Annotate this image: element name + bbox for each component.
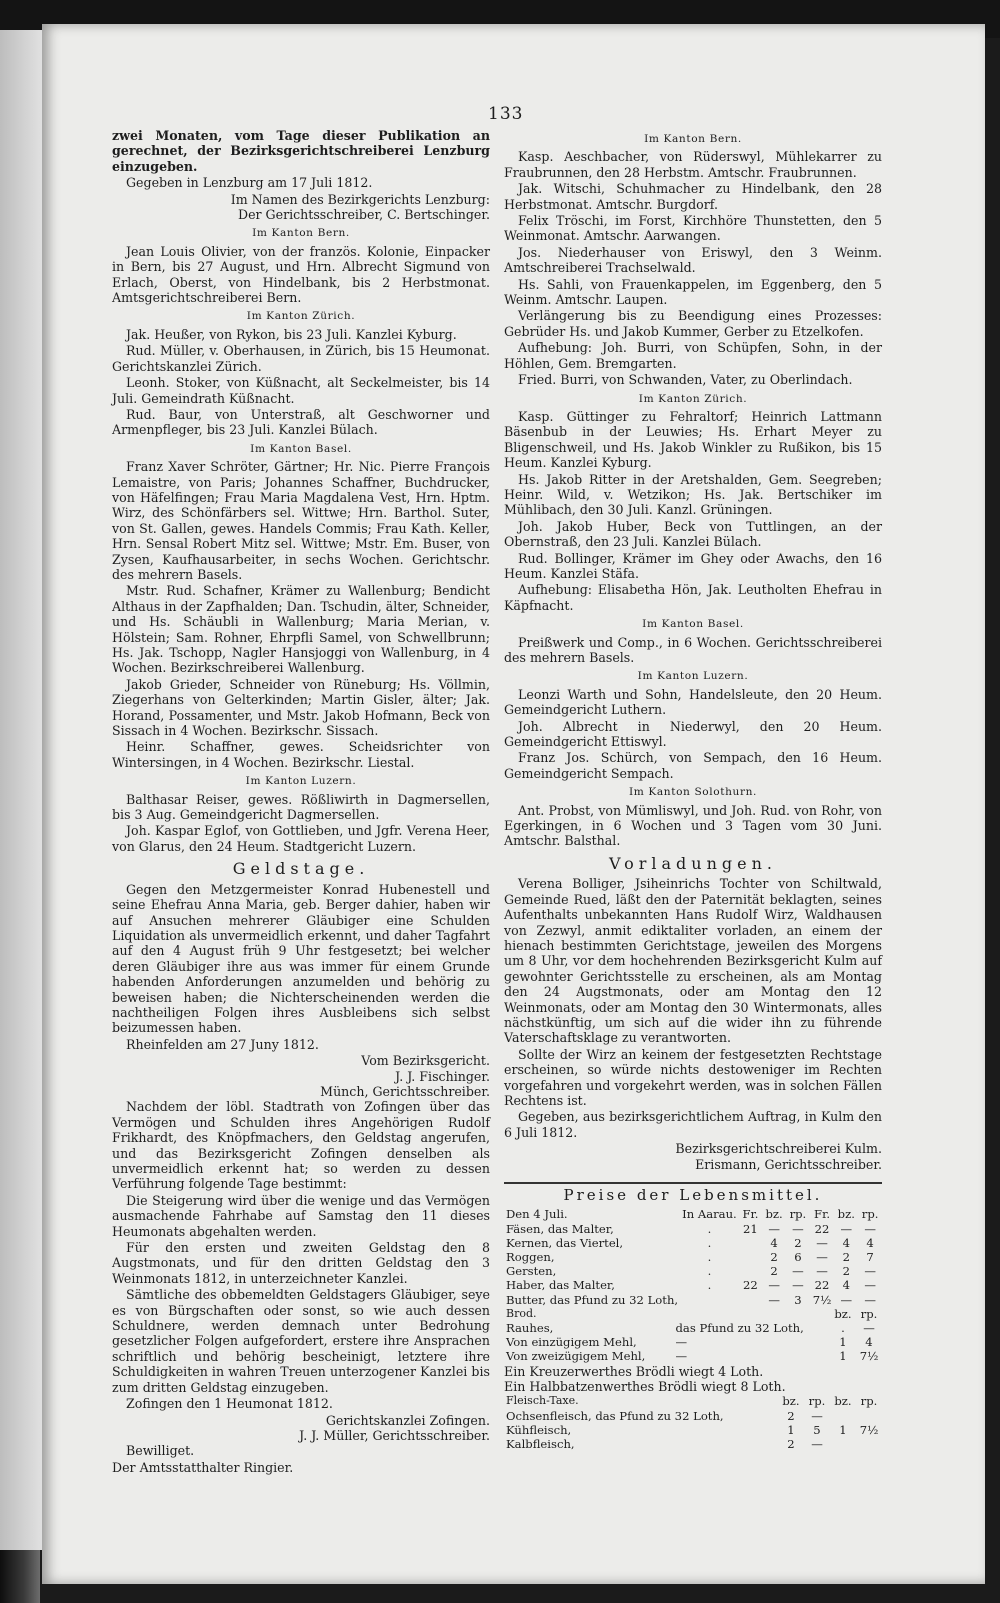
table-cell: 2	[794, 1235, 802, 1250]
signature-line: Im Namen des Bezirkgerichts Lenzburg:	[230, 191, 490, 207]
table-cell: Von zweizügigem Mehl,	[506, 1349, 646, 1364]
left-column	[112, 128, 490, 1476]
table-cell: —	[811, 1437, 823, 1452]
entry: Rud. Baur, von Unterstraß, alt Geschworner und Armenpfleger, bis 23 Juli. Kanzlei Bülach.	[112, 406, 490, 438]
table-cell: —	[768, 1292, 780, 1307]
table-cell: —	[864, 1278, 876, 1293]
entry: Franz Jos. Schürch, von Sempach, den 16 Heum. Gemeindgericht Sempach.	[504, 750, 882, 781]
table-cell: Kalbfleisch,	[506, 1437, 575, 1452]
table-cell: Haber, das Malter,	[506, 1278, 615, 1293]
table-cell: —	[768, 1278, 780, 1293]
entry: Jos. Niederhauser von Eriswyl, den 3 Weinm. Amtschreiberei Trachselwald.	[504, 244, 882, 276]
table-cell	[739, 1236, 762, 1250]
table-cell: Kühfleisch,	[506, 1422, 572, 1437]
table-cell: Butter, das Pfund zu 32 Loth,	[506, 1292, 679, 1307]
table-cell: 7½	[859, 1422, 879, 1437]
entry: Mstr. Rud. Schafner, Krämer zu Wallenburg; Bendicht Althaus in der Zapfhalden; Dan. Tschudin, älter, Schneider, und Hs. Schäubli in Wallenburg; Maria Merian, v. Hölstein; Sam. Rohner, Ehrpfli Samel, von Schwellbrunn; Hs. Jak. Tschopp, Nagler Hansjoggi von Wallenburg, in 4 Wochen. Bezirkschreiberei Wallenburg.	[112, 583, 490, 676]
table-cell: .	[841, 1321, 845, 1336]
table-cell: 4	[866, 1235, 874, 1250]
table-cell: 2	[770, 1250, 778, 1265]
entry: Preißwerk und Comp., in 6 Wochen. Gerichtsschreiberei des mehrern Basels.	[504, 634, 882, 665]
table-row	[504, 1236, 882, 1250]
entry: Leonh. Stoker, von Küßnacht, alt Seckelmeister, bis 14 Juli. Gemeindrath Küßnacht.	[112, 375, 490, 406]
table-row	[504, 1222, 882, 1236]
section-header-basel: Im Kanton Basel.	[642, 618, 744, 631]
entry: Aufhebung: Joh. Burri, von Schüpfen, Sohn, in der Höhlen, Gem. Bremgarten.	[504, 340, 882, 371]
table-header: Fleisch-Taxe.	[506, 1394, 579, 1408]
table-cell: 5	[813, 1422, 821, 1437]
table-header: bz.	[834, 1394, 852, 1409]
approval: Bewilliget.	[126, 1443, 195, 1459]
entry: Jak. Witschi, Schuhmacher zu Hindelbank, den 28 Herbstmonat. Amtschr. Burgdorf.	[504, 181, 882, 212]
table-cell: —	[816, 1235, 828, 1250]
table-cell: —	[811, 1408, 823, 1423]
entry: Rud. Müller, v. Oberhausen, in Zürich, bis 15 Heumonat. Gerichtskanzlei Zürich.	[112, 343, 490, 374]
table-cell: —	[864, 1264, 876, 1279]
signature-line: Gerichtskanzlei Zofingen.	[325, 1412, 490, 1428]
table-cell: 22	[743, 1278, 758, 1293]
entry: Kasp. Güttinger zu Fehraltorf; Heinrich Lattmann Bäsenbub in der Leuwies; Hs. Erhart Meyer zu Bligenschweil, und Hs. Jakob Winkler zu Rußikon, bis 15 Heum. Kanzlei Kyburg.	[504, 408, 882, 471]
entry: Rud. Bollinger, Krämer im Ghey oder Awachs, den 16 Heum. Kanzlei Stäfa.	[504, 550, 882, 581]
table-cell: 4	[842, 1278, 850, 1293]
prices-title: Preise der Lebensmittel.	[563, 1186, 823, 1204]
geldstage-title: Geldstage.	[232, 859, 370, 879]
table-header: Fr.	[814, 1207, 831, 1222]
table-header: Brod.	[506, 1306, 537, 1320]
entry: Jakob Grieder, Schneider von Rüneburg; Hs. Völlmin, Ziegerhans von Gelterkinden; Martin Gisler, älter; Jak. Horand, Possamenter, und Mstr. Jakob Hofmann, Beck von Sissach in 4 Wochen. Bezirkschr. Sissach.	[112, 676, 490, 739]
given-line: Gegeben in Lenzburg am 17 Juli 1812.	[126, 175, 373, 191]
notice-place: Gegeben, aus bezirksgerichtlichem Auftrag, in Kulm den 6 Juli 1812.	[504, 1109, 882, 1140]
table-row	[504, 1409, 882, 1423]
notice-text: Nachdem der löbl. Stadtrath von Zofingen über das Vermögen und Schulden ihres Angehörigen Rudolf Frikhardt, des Knöpfmachers, den Geldstag angerufen, und das Bezirksgericht Zofingen denselben als unvermeidlich erkennt hat; so werden zu dessen Verführung folgende Tage bestimmt:	[112, 1099, 490, 1192]
table-cell	[830, 1409, 856, 1423]
table-header: rp.	[808, 1394, 826, 1409]
table-cell: .	[707, 1250, 712, 1265]
table-cell: 21	[743, 1221, 758, 1236]
table-row	[504, 1250, 882, 1264]
entry: Joh. Albrecht in Niederwyl, den 20 Heum. Gemeindgericht Ettiswyl.	[504, 718, 882, 750]
price-table	[504, 1207, 882, 1306]
entry: Ant. Probst, von Mümliswyl, und Joh. Rud. von Rohr, von Egerkingen, in 6 Wochen und 3 Tagen vom 30 Juni. Amtschr. Balsthal.	[504, 802, 882, 849]
table-cell: Roggen,	[506, 1250, 555, 1265]
table-row	[504, 1335, 882, 1349]
notice-text: Sämtliche des obbemeldten Geldstagers Gläubiger, seye es von Bürgschaften oder sonst, so wie auch dessen Schuldnere, werden demnach unter Bedrohung gesetzlicher Folgen aufgefordert, erstere ihre Ansprachen schriftlich und behörig bescheinigt, letztere ihre Schuldigkeiten in wahren Treuen unterzogener Kanzlei bis zum dritten Geldstag einzugeben.	[112, 1287, 490, 1395]
table-cell: 7	[866, 1250, 874, 1265]
entry: Fried. Burri, von Schwanden, Vater, zu Oberlindach.	[518, 372, 853, 388]
signature-line: Bezirksgerichtschreiberei Kulm.	[675, 1141, 882, 1157]
section-header-bern: Im Kanton Bern.	[644, 133, 742, 145]
table-header: bz.	[834, 1306, 852, 1321]
table-row	[504, 1278, 882, 1292]
table-cell: —	[792, 1221, 804, 1236]
table-row	[504, 1321, 882, 1335]
entry: Joh. Kaspar Eglof, von Gottlieben, und Jgfr. Verena Heer, von Glarus, den 24 Heum. Stadtgericht Luzern.	[112, 823, 490, 854]
notice-text: Die Steigerung wird über die wenige und das Vermögen ausmachende Fahrhabe auf Samstag den 11 dieses Heumonats abgehalten werden.	[112, 1192, 490, 1239]
table-cell: —	[792, 1264, 804, 1279]
entry: Balthasar Reiser, gewes. Rößliwirth in Dagmersellen, bis 3 Aug. Gemeindgericht Dagmersellen.	[112, 791, 490, 823]
table-cell	[830, 1437, 856, 1451]
table-cell: —	[792, 1278, 804, 1293]
table-cell: 4	[842, 1235, 850, 1250]
section-header-zurich: Im Kanton Zürich.	[246, 310, 356, 323]
notice-text: Sollte der Wirz an keinem der festgesetzten Rechtstage erscheinen, so würde nichts destoweniger im Rechten vorgefahren und vorgekehrt werden, was in solchen Fällen Rechtens ist.	[504, 1046, 882, 1108]
table-cell: 4	[865, 1335, 873, 1350]
table-header-row	[504, 1307, 882, 1321]
entry: Hs. Sahli, von Frauenkappelen, im Eggenberg, den 5 Weinm. Amtschr. Laupen.	[504, 276, 882, 308]
table-cell: Fäsen, das Malter,	[506, 1221, 614, 1236]
entry: Kasp. Aeschbacher, von Rüderswyl, Mühlekarrer zu Fraubrunnen, den 28 Herbstm. Amtschr. Fraubrunnen.	[504, 149, 882, 180]
notice-text: Verena Bolliger, Jsiheinrichs Tochter von Schiltwald, Gemeinde Rued, läßt den der Paternität beklagten, seines Aufenthalts unbekannten Hans Rudolf Wirz, Waldhausen von Zezwyl, anmit ediktaliter vorladen, an einem der hienach bestimmten Gerichtstage, jeweilen des Morgens um 8 Uhr, vor dem hochehrenden Bezirksgericht Kulm auf gewohnter Gerichtsstelle zu erscheinen, als am Montag den 24 Augstmonats, oder am Montag den 12 Weinmonats, oder am Montag den 30 Wintermonats, alles nächstkünftig, um sich auf die wider ihn zu führende Vaterschaftsklage zu verantworten.	[504, 876, 882, 1046]
entry: Jean Louis Olivier, von der französ. Kolonie, Einpacker in Bern, bis 27 August, und Hrn. Albrecht Sigmund von Erlach, Oberst, von Hindelbank, bis 2 Herbstmonat. Amtsgerichtschreiberei Bern.	[112, 243, 490, 306]
table-cell: das Pfund zu 32 Loth,	[675, 1321, 804, 1336]
section-header-luzern: Im Kanton Luzern.	[637, 670, 749, 683]
entry: Leonzi Warth und Sohn, Handelsleute, den 20 Heum. Gemeindgericht Luthern.	[504, 686, 882, 718]
table-row	[504, 1423, 882, 1437]
table-cell	[739, 1264, 762, 1278]
meat-table	[504, 1394, 882, 1451]
entry: Verlängerung bis zu Beendigung eines Prozesses: Gebrüder Hs. und Jakob Kummer, Gerber zu Etzelkofen.	[504, 308, 882, 339]
entry: Heinr. Schaffner, gewes. Scheidsrichter von Wintersingen, in 4 Wochen. Bezirkschr. Liestal.	[112, 739, 490, 770]
notice-place: Rheinfelden am 27 Juny 1812.	[126, 1036, 319, 1052]
entry: Joh. Jakob Huber, Beck von Tuttlingen, an der Obernstraß, den 23 Juli. Kanzlei Bülach.	[504, 518, 882, 550]
approval-by: Der Amtsstatthalter Ringier.	[112, 1459, 294, 1475]
table-cell: —	[675, 1335, 688, 1350]
table-cell: 3	[794, 1292, 802, 1307]
table-row	[504, 1264, 882, 1278]
table-cell: Gersten,	[506, 1264, 557, 1279]
bread-table	[504, 1307, 882, 1364]
section-header-bern: Im Kanton Bern.	[252, 227, 350, 240]
table-header: rp.	[860, 1394, 878, 1409]
entry: Franz Xaver Schröter, Gärtner; Hr. Nic. Pierre François Lemaistre, von Paris; Johannes Schaffner, Buchdrucker, von Häfelfingen; Frau Maria Magdalena Vest, Hrn. Hptm. Wirz, des Schönfärbers sel. Wittwe; Hrn. Barthol. Suter, von St. Gallen, gewes. Handels Commis; Frau Kath. Keller, Hrn. Sensal Robert Mitz sel. Wittwe; Mstr. Em. Buser, von Zysen, Kaufhausarbeiter, in sechs Wochen. Gerichtschr. des mehrern Basels.	[112, 459, 490, 582]
table-cell: Von einzügigem Mehl,	[506, 1335, 637, 1350]
table-cell: 7½	[812, 1292, 832, 1307]
table-cell: 1	[787, 1422, 795, 1437]
table-header: bz.	[782, 1394, 800, 1409]
section-header-basel: Im Kanton Basel.	[250, 442, 352, 455]
bread-note: Ein Kreuzerwerthes Brödli wiegt 4 Loth.	[504, 1363, 764, 1379]
table-cell: —	[675, 1349, 688, 1364]
table-header: bz.	[765, 1207, 783, 1222]
table-cell: 2	[787, 1408, 795, 1423]
entry: Hs. Jakob Ritter in der Aretshalden, Gem. Seegreben; Heinr. Wild, v. Wetzikon; Hs. Jak. Bertschiker im Mühlibach, den 30 Juli. Kanzl. Grüningen.	[504, 471, 882, 518]
table-header: Den 4 Juli.	[506, 1207, 568, 1222]
table-cell: —	[816, 1264, 828, 1279]
entry: Felix Tröschi, im Forst, Kirchhöre Thunstetten, den 5 Weinmonat. Amtschr. Aarwangen.	[504, 213, 882, 244]
table-header: rp.	[861, 1207, 879, 1222]
section-divider	[504, 1182, 882, 1184]
table-cell: .	[707, 1235, 712, 1250]
table-cell: Ochsenfleisch, das Pfund zu 32 Loth,	[506, 1408, 724, 1423]
table-cell: 1	[839, 1422, 847, 1437]
notice-text: Für den ersten und zweiten Geldstag den 8 Augstmonats, und für den dritten Geldstag den 3 Weinmonats 1812, in unterzeichneter Kanzlei.	[112, 1240, 490, 1286]
table-header: bz.	[837, 1207, 855, 1222]
section-header-zurich: Im Kanton Zürich.	[638, 392, 748, 405]
table-row	[504, 1437, 882, 1451]
previous-page-edge	[0, 30, 47, 1550]
bread-note: Ein Halbbatzenwerthes Brödli wiegt 8 Loth.	[504, 1379, 786, 1395]
signature-line: Münch, Gerichtsschreiber.	[320, 1083, 490, 1099]
signature-line: Der Gerichtsschreiber, C. Bertschinger.	[237, 207, 490, 223]
table-header-row	[504, 1394, 882, 1408]
table-cell: .	[707, 1221, 712, 1236]
table-cell: .	[707, 1278, 712, 1293]
intro-text: zwei Monaten, vom Tage dieser Publikation an gerechnet, der Bezirksgerichtschreiberei Lenzburg einzugeben.	[112, 128, 490, 174]
page-number: 133	[488, 104, 524, 124]
table-cell: 1	[839, 1335, 847, 1350]
table-cell: 7½	[859, 1349, 879, 1364]
table-row	[504, 1349, 882, 1363]
table-cell	[856, 1437, 882, 1451]
table-cell: —	[840, 1221, 853, 1236]
table-header: In Aarau.	[682, 1207, 737, 1222]
notice-place: Zofingen den 1 Heumonat 1812.	[126, 1396, 333, 1412]
table-cell: 2	[842, 1264, 850, 1279]
signature-line: J. J. Müller, Gerichtsschreiber.	[299, 1427, 490, 1443]
right-column	[504, 128, 882, 1451]
table-cell: —	[864, 1221, 876, 1236]
table-cell: 22	[814, 1278, 830, 1293]
table-cell	[739, 1250, 762, 1264]
table-cell: —	[840, 1292, 853, 1307]
signature-line: Vom Bezirksgericht.	[361, 1053, 490, 1069]
table-cell: —	[768, 1221, 780, 1236]
table-cell: 4	[770, 1235, 778, 1250]
table-header-row	[504, 1207, 882, 1221]
table-cell	[856, 1409, 882, 1423]
table-header: rp.	[860, 1306, 878, 1321]
signature-line: Erismann, Gerichtsschreiber.	[695, 1156, 882, 1172]
table-cell: 1	[839, 1349, 847, 1364]
table-header: Fr.	[742, 1207, 759, 1222]
table-cell: —	[816, 1250, 828, 1265]
table-row	[504, 1293, 882, 1307]
table-cell: Rauhes,	[506, 1321, 554, 1336]
table-cell: Kernen, das Viertel,	[506, 1235, 624, 1250]
table-cell: 2	[770, 1264, 778, 1279]
table-cell: 2	[787, 1437, 795, 1452]
table-header: rp.	[789, 1207, 807, 1222]
vorladungen-title: Vorladungen.	[609, 853, 777, 873]
table-cell	[680, 1293, 739, 1307]
table-cell	[739, 1293, 762, 1307]
entry: Aufhebung: Elisabetha Hön, Jak. Leutholten Ehefrau in Käpfnacht.	[504, 582, 882, 613]
signature-line: J. J. Fischinger.	[395, 1068, 490, 1084]
table-cell: 22	[814, 1221, 830, 1236]
table-cell: —	[863, 1321, 875, 1336]
table-cell: —	[864, 1292, 876, 1307]
notice-text: Gegen den Metzgermeister Konrad Hubenestell und seine Ehefrau Anna Maria, geb. Berger dahier, haben wir auf Ansuchen mehrerer Gläubiger eine Schulden Liquidation als unvermeidlich erkennt, und daher Tagfahrt auf den 4 August früh 9 Uhr festgesetzt; bei welcher deren Gläubiger ihre aus was immer für einem Grunde habenden Anforderungen anzumelden und behörig zu beweisen haben; die Nichterscheinenden werden die nachtheiligen Folgen ihres Ausbleibens sich selbst beizumessen haben.	[112, 881, 490, 1036]
table-cell: .	[707, 1264, 712, 1279]
table-cell: 6	[794, 1250, 802, 1265]
section-header-solothurn: Im Kanton Solothurn.	[628, 786, 758, 799]
entry: Jak. Heußer, von Rykon, bis 23 Juli. Kanzlei Kyburg.	[126, 326, 457, 342]
section-header-luzern: Im Kanton Luzern.	[245, 775, 357, 788]
table-cell: 2	[842, 1250, 850, 1265]
